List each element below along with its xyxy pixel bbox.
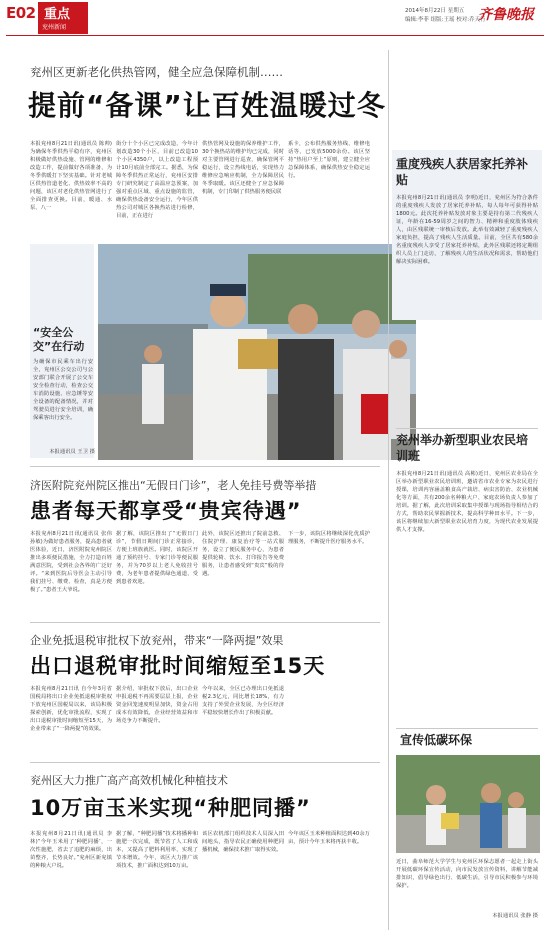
divider-story3 (30, 622, 380, 623)
story4-headline: 10万亩玉米实现“种肥同播” (30, 796, 311, 820)
story3-headline: 出口退税审批时间缩短至15天 (30, 654, 326, 678)
divider-side-training (396, 428, 538, 429)
editor-credits: 编辑:李菲 组版:王瑶 校对:乔天行 (405, 17, 486, 23)
side-training-body: 本报兖州8月21日讯(通讯员 高彬)近日，兖州区农业局在全区举办新型职业农民培训班，邀请省市农业专家为农民进行授课，培训内容涵盖粮食高产栽培、病虫害防治、农业机械化等方面，共有200余名种粮大户、家庭农场负责人参加了培训。据了解，此次培训采取集中授课与现场指导相结合的方式，帮助农民掌握新技术，提高科学种田水平。下一步，该区将继续加大新型职业农民培育力度，为现代农业发展提供人才支撑。 (396, 471, 538, 533)
sidebar-police-credit: 本报通讯员 王卫 摄 (49, 449, 95, 455)
side-eco-body: 近日，曲阜师范大学学生与兖州区环保志愿者一起走上街头开展低碳环保宣传活动，向市民发放宣传资料，讲解节能减排知识，倡导绿色出行、低碳生活，引导市民积极参与环境保护。 (396, 859, 538, 889)
story1-col4: 系卡，公布供热服务热线、维修电话等，已发放5000余份。该区坚持“热用户至上”原则，建立健全应急保障体系，确保供热安全稳定运行。 (288, 141, 370, 179)
police-photo-illustration (98, 244, 416, 460)
page-number: E02 (6, 4, 36, 22)
story4-col1: 本报兖州8月21日讯(通讯员 李林)“今年玉米用了‘种肥同播’，一次性施肥，省去了追肥的麻烦，出苗整齐，长势良好。”兖州区新兖镇的种粮大户说。 (30, 831, 112, 869)
side-training-title: 兖州举办新型职业农民培训班 (396, 433, 529, 463)
story4-col2: 据了解，“种肥同播”技术将播种和施肥一次完成，既节省了人工和成本，又提高了肥料利用率，实现了节本增效。今年，该区大力推广该项技术，推广面积达到10万亩。 (116, 831, 198, 869)
story1-col2: 街分十个小区已完成改造，今年计划改造30个小区，目前已改造10个小区4350户，以上改造工程预计10月底前全部完工。据悉，为保障冬季供热正常运行，兖州区安排专门研究制定了高温应急预案，加强对重点区域、重点设施的监管，确保供热设备安全运行，今年区供热公司对城区各换热站进行检修，目前，正在进行 (116, 141, 198, 219)
header-rule (6, 35, 544, 36)
newspaper-logo: 齐鲁晚报 (478, 7, 534, 23)
divider-side-eco (396, 728, 538, 729)
police-photo (98, 244, 416, 460)
story1-col1: 本报兖州8月21日讯(通讯员 陈帅)为确保冬季供热平稳有序，兖州区积极做好供热设施、管网的维修和改造工作，提前做好各项准备，为冬季供暖打下坚实基础。针对老城区供热管道老化、供热效率不高的问题，该区对老化供热管网进行了全面排查更换。目前，暖通、水泵、八一 (30, 141, 112, 211)
story3-col1: 本报兖州8月21日讯 自今年3月省国税局将出口企业免抵退税审批权下放兖州区国税局以来，该局积极探索创新，优化审批流程，实现了出口退税审批时间缩短至15天，为企业带来了“一降两提”的效果。 (30, 686, 112, 732)
story2-kicker: 济医附院兖州院区推出“无假日门诊”，老人免挂号费等举措 (30, 479, 317, 492)
issue-date: 2014年8月22日 星期五 (405, 8, 465, 14)
divider-story4 (30, 762, 380, 763)
section-subtitle: 兖州新闻 (42, 24, 67, 31)
sidebar-police-body: 为确保市民乘车出行安全，兖州区公交公司与公安部门联合开展了公交车安全检查行动，检查公交车消防设施、应急锤等安全设备的配备情况，并对驾驶员进行安全培训，确保乘客出行安全。 (33, 359, 93, 421)
divider-story2 (30, 466, 380, 467)
story3-col2: 据介绍，审批权下放后，出口企业申报退税不再需要层层上报，企业资金回笼速度明显加快，资金占用成本有效降低，企业经营效益和市场竞争力不断提升。 (116, 686, 198, 724)
side-eco-credit: 本报通讯员 张静 摄 (492, 913, 538, 919)
eco-photo (396, 755, 540, 853)
story2-col3: 此外，该院区还推出了院前急救、住院护理、康复治疗等一站式服务，设立了便民服务中心，为患者提供轮椅、饮水、打印报告等免费服务，让患者感受到“贵宾”般的待遇。 (202, 531, 284, 577)
sidebar-police-title: “安全公交”在行动 (33, 326, 85, 353)
story4-col4: 今年该区玉米种植面积达到40余万亩，预计今年玉米将再获丰收。 (288, 831, 370, 845)
section-title: 重点 (44, 7, 71, 22)
story1-kicker: 兖州区更新老化供热管网，健全应急保障机制…… (30, 65, 283, 79)
story1-headline: 提前“备课”让百姓温暖过冬 (28, 89, 386, 122)
story2-col1: 本报兖州8月21日讯(通讯员 张伟 孙敏)为做好患者服务，提高患者就医体验，近日，济医附院兖州院区推出多项便民措施，全力打造百姓满意医院，受到社会各界的广泛好评。“来到医院后导医会主动引导我们挂号、缴费、检查，真是方便极了。”患者王大爷说。 (30, 531, 112, 593)
story3-col3: 今年以来，全区已办理出口免抵退税2.3亿元，同比增长18%，有力支持了外贸企业发展，为全区经济平稳较快增长作出了积极贡献。 (202, 686, 284, 716)
story1-col3: 供热管网及设施的保养维护工作，30个换热站的维护均已完成，同时对主要管网进行巡查，确保管网平稳运行，设立热线电话，实现热力维修应急响应机制，全力保障居民冬季取暖。该区还健全了应急保障机制，专门印制了供热服务便民联 (202, 141, 284, 195)
story2-headline: 患者每天都享受“贵宾待遇” (30, 499, 302, 523)
story4-col3: 该区农机部门组织技术人员深入田间地头，指导农民正确使用种肥同播机械，确保技术推广取得实效。 (202, 831, 284, 853)
story2-col2: 据了解，该院区推出了“无假日门诊”，节假日期间门诊正常接诊，方便上班族就医。同时，该院区开通了预约挂号、专家门诊等便民服务，并为70岁以上老人免收挂号费，为老年患者提供绿色通道，受到患者欢迎。 (116, 531, 198, 585)
side-disabled-title: 重度残疾人获居家托养补贴 (396, 157, 529, 187)
story2-col4: 下一步，该院区将继续深化优质护理服务，不断提升医疗服务水平。 (288, 531, 370, 545)
story3-kicker: 企业免抵退税审批权下放兖州，带来“一降两提”效果 (30, 634, 284, 647)
eco-photo-illustration (396, 755, 540, 853)
side-disabled-body: 本报兖州8月21日讯(通讯员 李明)近日，兖州区为符合条件的重度残疾人发放了居家托养补贴，每人每年可获得补贴1800元。此次托养补贴发放对象主要是持有第二代残疾人证，年龄在16-59周岁之间的智力、精神和重度肢体残疾人，由区残联统一审核后发放。此举有效减轻了重度残疾人家庭负担，提高了残疾人生活质量。目前，全区共有580余名重度残疾人享受了居家托养补贴，此外区残联还将定期组织人员上门走访，了解残疾人的生活状况和需求，帮助他们解决实际困难。 (396, 195, 538, 265)
side-eco-title: 宣传低碳环保 (400, 733, 473, 747)
story4-kicker: 兖州区大力推广高产高效机械化种植技术 (30, 774, 228, 787)
